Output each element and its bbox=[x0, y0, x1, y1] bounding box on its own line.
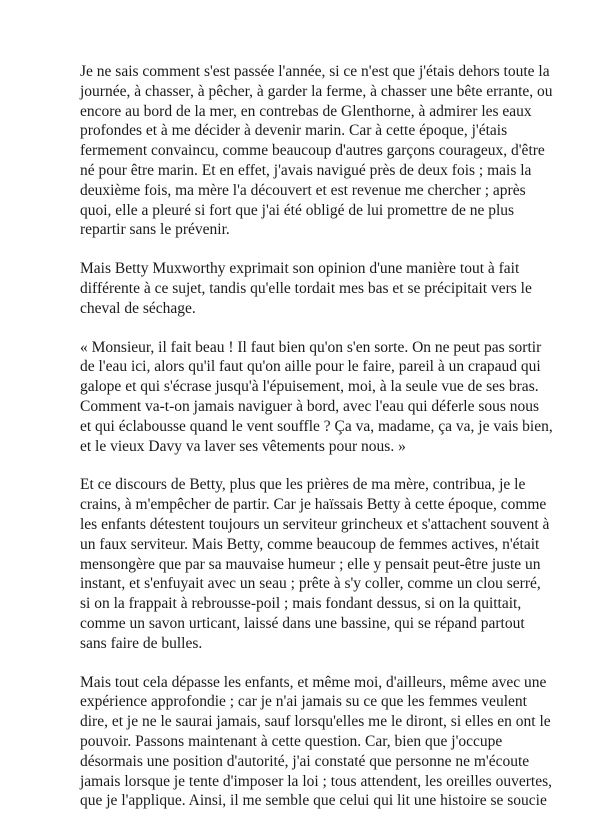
text-line: désormais une position d'autorité, j'ai constaté que personne ne m'écoute bbox=[80, 752, 530, 770]
text-line: comme un savon urticant, laissé dans une bassine, qui se répand partout bbox=[80, 614, 525, 632]
text-line: Je ne sais comment s'est passée l'année, si ce n'est que j'étais dehors toute la bbox=[80, 63, 550, 80]
text-line: instant, et s'enfuyait avec un seau ; prête à s'y coller, comme un clou serré, bbox=[80, 575, 541, 593]
text-line: quoi, elle a pleuré si fort que j'ai été obligé de lui promettre de ne plus bbox=[80, 201, 515, 219]
text-line: les enfants détestent toujours un serviteur grincheux et s'attachent souvent à bbox=[80, 515, 550, 533]
text-line: pouvoir. Passons maintenant à cette question. Car, bien que j'occupe bbox=[80, 732, 503, 750]
text-line: journée, à chasser, à pêcher, à garder la ferme, à chasser une bête errante, ou bbox=[80, 82, 553, 100]
paragraph-4 bbox=[80, 475, 550, 653]
text-line: Mais Betty Muxworthy exprimait son opinion d'une manière tout à fait bbox=[80, 260, 520, 278]
paragraph-3-quote bbox=[80, 338, 553, 457]
text-line: un faux serviteur. Mais Betty, comme beaucoup de femmes actives, n'était bbox=[80, 535, 540, 553]
text-line: et qui éclabousse quand le vent souffle ? Ça va, madame, ça va, je vais bien, bbox=[80, 417, 553, 435]
paragraph-2 bbox=[80, 259, 540, 318]
text-line: Mais tout cela dépasse les enfants, et même moi, d'ailleurs, même avec une bbox=[80, 673, 547, 691]
text-line: encore au bord de la mer, en contrebas de Glenthorne, à admirer les eaux bbox=[80, 102, 532, 120]
text-line: différente à ce sujet, tandis qu'elle tordait mes bas et se précipitait vers le bbox=[80, 279, 532, 297]
text-line: que je l'applique. Ainsi, il me semble que celui qui lit une histoire se soucie bbox=[80, 792, 547, 810]
text-line: cheval de séchage. bbox=[80, 299, 196, 317]
text-line: mensongère que par sa mauvaise humeur ; elle y pensait peut-être juste un bbox=[80, 555, 541, 573]
text-line: « Monsieur, il fait beau ! Il faut bien qu'on s'en sorte. On ne peut pas sortir bbox=[80, 338, 542, 356]
text-line: galope et qui s'écrase jusqu'à l'épuisement, moi, à la seule vue de ses bras. bbox=[80, 378, 539, 396]
text-line: de l'eau ici, alors qu'il faut qu'on aille pour le faire, pareil à un crapaud qui bbox=[80, 358, 541, 376]
text-line: repartir sans le prévenir. bbox=[80, 221, 230, 239]
text-line: Comment va-t-on jamais naviguer à bord, avec l'eau qui déferle sous nous bbox=[80, 397, 540, 415]
paragraph-5 bbox=[80, 673, 552, 812]
text-line: né pour être marin. Et en effet, j'avais navigué près de deux fois ; mais la bbox=[80, 161, 532, 179]
text-line: expérience approfondie ; car je n'ai jamais su ce que les femmes veulent bbox=[80, 693, 527, 711]
text-line: Et ce discours de Betty, plus que les prières de ma mère, contribua, je le bbox=[80, 476, 526, 494]
paragraph-1 bbox=[80, 62, 553, 240]
text-line: profondes et à me décider à devenir marin. Car à cette époque, j'étais bbox=[80, 122, 508, 140]
text-line: jamais lorsque je tente d'imposer la loi ; tous attendent, les oreilles ouvertes, bbox=[80, 772, 552, 790]
text-line: sans faire de bulles. bbox=[80, 634, 203, 652]
text-line: et le vieux Davy va laver ses vêtements pour nous. » bbox=[80, 437, 406, 455]
text-line: crains, à m'empêcher de partir. Car je haïssais Betty à cette époque, comme bbox=[80, 496, 547, 514]
document-page bbox=[80, 62, 553, 830]
text-line: deuxième fois, ma mère l'a découvert et est revenue me chercher ; après bbox=[80, 181, 526, 199]
text-line: si on la frappait à rebrousse-poil ; mais fondant dessus, si on la quittait, bbox=[80, 595, 522, 613]
text-line: fermement convaincu, comme beaucoup d'autres garçons courageux, d'être bbox=[80, 142, 545, 160]
text-line: dire, et je ne le saurai jamais, sauf lorsqu'elles me le diront, si elles en ont le bbox=[80, 713, 551, 731]
